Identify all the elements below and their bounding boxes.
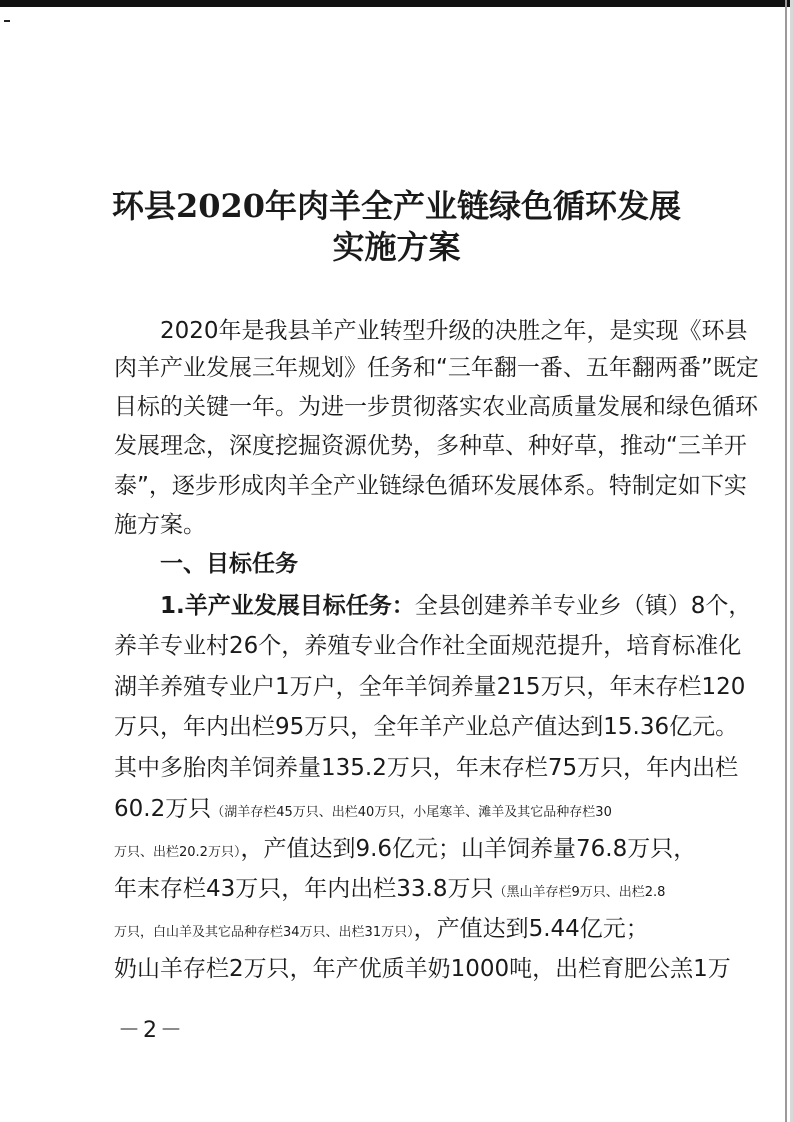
item1-line-10: 奶山羊存栏2万只，年产优质羊奶1000吨，出栏育肥公羔1万	[114, 956, 731, 982]
item1-line-1	[160, 591, 760, 621]
item1-line-3: 湖羊养殖专业户1万户，全年羊饲养量215万只，年末存栏120	[114, 674, 746, 700]
item1-line1-text: 全县创建养羊专业乡（镇）8个，	[414, 593, 752, 619]
item1-line-8	[114, 874, 714, 908]
item1-line6-note: （湖羊存栏45万只、出栏40万只，小尾寒羊、滩羊及其它品种存栏30	[211, 805, 612, 820]
scan-mark	[4, 20, 10, 22]
intro-line-5: 泰”，逐步形成肉羊全产业链绿色循环发展体系。特制定如下实	[114, 473, 747, 499]
item1-line8-note: （黑山羊存栏9万只、出栏2.8	[493, 885, 666, 900]
intro-line-1: 2020年是我县羊产业转型升级的决胜之年，是实现《环县	[160, 318, 748, 344]
item1-line8-main: 年末存栏43万只，年内出栏33.8万只	[114, 876, 494, 902]
scan-right-border	[785, 0, 787, 1122]
item1-line-6	[114, 794, 714, 828]
item1-line-4: 万只，年内出栏95万只，全年羊产业总产值达到15.36亿元。	[114, 714, 739, 740]
intro-line-4: 发展理念，深度挖掘资源优势，多种草、种好草，推动“三羊开	[114, 433, 747, 459]
page-number: －2－	[118, 1018, 185, 1043]
item1-line9-note: 万只，白山羊及其它品种存栏34万只、出栏31万只）	[114, 925, 414, 940]
section-heading-goals: 一、目标任务	[160, 551, 298, 577]
item1-line9-main: ，产值达到5.44亿元；	[413, 916, 649, 942]
item1-line7-main: ，产值达到9.6亿元；山羊饲养量76.8万只，	[240, 836, 697, 862]
intro-line-2: 肉羊产业发展三年规划》任务和“三年翻一番、五年翻两番”既定	[114, 355, 759, 381]
document-title-line1: 环县2020年肉羊全产业链绿色循环发展	[111, 187, 682, 225]
item1-line6-main: 60.2万只	[114, 796, 212, 822]
scan-top-border	[0, 0, 793, 7]
item1-line-5: 其中多胎肉羊饲养量135.2万只，年末存栏75万只，年内出栏	[114, 755, 739, 781]
item1-line-7	[114, 834, 714, 868]
item1-line-9	[114, 914, 714, 948]
item1-line-2: 养羊专业村26个，养殖专业合作社全面规范提升，培育标准化	[114, 633, 742, 659]
item1-label: 1.羊产业发展目标任务：	[160, 593, 415, 619]
intro-line-6: 施方案。	[114, 512, 206, 538]
intro-line-3: 目标的关键一年。为进一步贯彻落实农业高质量发展和绿色循环	[114, 394, 758, 420]
document-title-line2: 实施方案	[332, 228, 461, 266]
item1-line7-note: 万只、出栏20.2万只）	[114, 845, 241, 860]
